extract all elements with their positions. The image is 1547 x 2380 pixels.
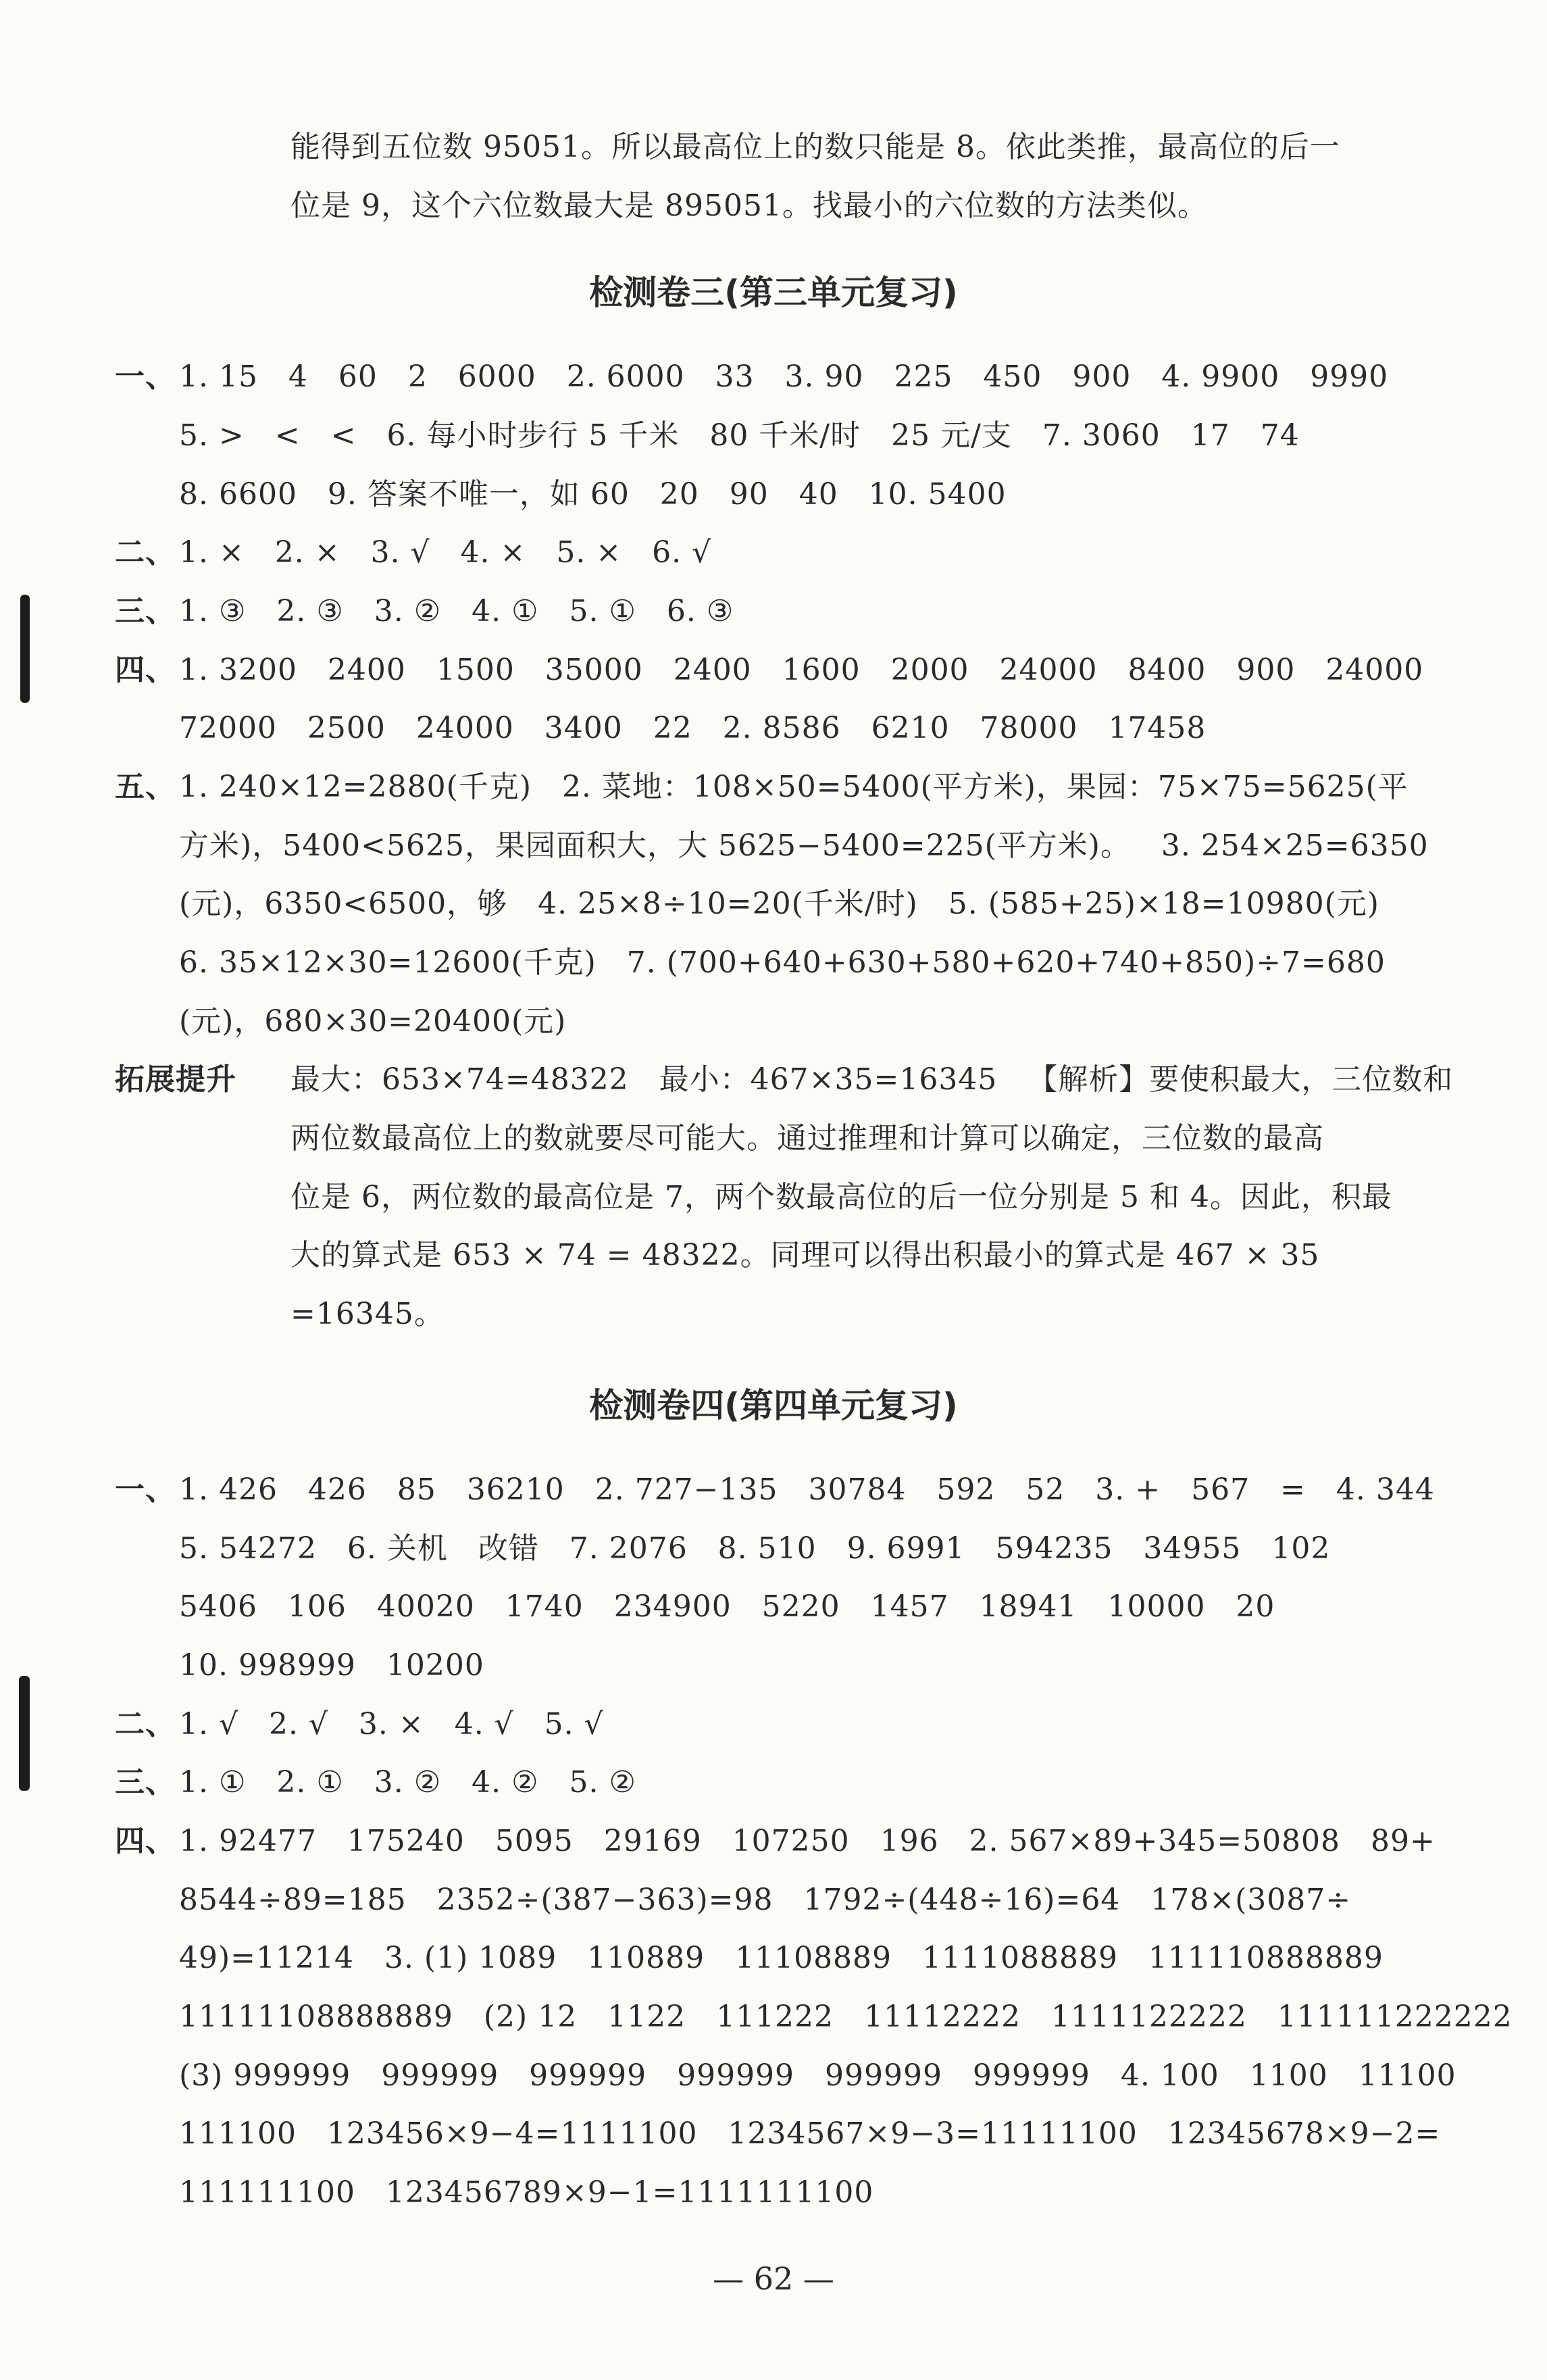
page-number: — 62 —	[713, 2260, 834, 2297]
answer-line: 1. 15 4 60 2 6000 2. 6000 33 3. 90 225 450 900 4. 9900 9990	[179, 360, 1389, 394]
intro-line: 位是 9，这个六位数最大是 895051。找最小的六位数的方法类似。	[290, 189, 1208, 223]
answer-line: 10. 998999 10200	[179, 1648, 484, 1683]
section-tag: 四、	[115, 653, 176, 687]
answer-line: (3) 999999 999999 999999 999999 999999 999999 4. 100 1100 11100	[179, 2058, 1456, 2093]
extension-line: 两位数最高位上的数就要尽可能大。通过推理和计算可以确定，三位数的最高	[290, 1121, 1324, 1156]
scan-mark	[20, 595, 30, 703]
section-tag: 二、	[115, 535, 176, 570]
answer-line: 8544÷89=185 2352÷(387−363)=98 1792÷(448÷16)=64 178×(3087÷	[179, 1883, 1352, 1917]
test4-title: 检测卷四(第四单元复习)	[589, 1386, 958, 1425]
answer-line: 5. > < < 6. 每小时步行 5 千米 80 千米/时 25 元/支 7. 3060 17 74	[179, 418, 1300, 453]
answer-line: (元)，6350<6500，够 4. 25×8÷10=20(千米/时) 5. (585+25)×18=10980(元)	[179, 887, 1379, 921]
answer-line: 1. ③ 2. ③ 3. ② 4. ① 5. ① 6. ③	[179, 594, 734, 628]
scan-mark	[19, 1676, 30, 1791]
section-tag: 五、	[115, 770, 176, 804]
answer-line: 111100 123456×9−4=1111100 1234567×9−3=11111100 12345678×9−2=	[179, 2116, 1441, 2151]
answer-line: 11111108888889 (2) 12 1122 111222 11112222 1111122222 111111222222	[179, 2000, 1513, 2034]
test3-title: 检测卷三(第三单元复习)	[589, 273, 958, 312]
section-tag: 四、	[115, 1824, 176, 1858]
section-tag: 三、	[115, 594, 176, 628]
extension-line: =16345。	[290, 1297, 445, 1331]
answer-line: 1. 3200 2400 1500 35000 2400 1600 2000 24000 8400 900 24000	[179, 653, 1424, 687]
answer-line: 方米)，5400<5625，果园面积大，大 5625−5400=225(平方米)。 3. 254×25=6350	[179, 828, 1429, 863]
answer-line: 49)=11214 3. (1) 1089 110889 11108889 1111088889 111110888889	[179, 1941, 1384, 1975]
answer-line: 1. 92477 175240 5095 29169 107250 196 2. 567×89+345=50808 89+	[179, 1824, 1436, 1858]
section-tag: 三、	[115, 1765, 176, 1800]
intro-line: 能得到五位数 95051。所以最高位上的数只能是 8。依此类推，最高位的后一	[290, 130, 1340, 164]
extension-line: 大的算式是 653 × 74 = 48322。同理可以得出积最小的算式是 467 × 35	[290, 1238, 1320, 1272]
answer-line: 111111100 123456789×9−1=1111111100	[179, 2175, 874, 2210]
extension-line: 最大：653×74=48322 最小：467×35=16345 【解析】要使积最大，三位数和	[290, 1062, 1454, 1097]
answer-line: 6. 35×12×30=12600(千克) 7. (700+640+630+580+620+740+850)÷7=680	[179, 945, 1386, 980]
extension-line: 位是 6，两位数的最高位是 7，两个数最高位的后一位分别是 5 和 4。因此，积最	[290, 1180, 1392, 1214]
section-tag: 一、	[115, 360, 176, 394]
section-tag: 二、	[115, 1707, 176, 1741]
answer-line: 72000 2500 24000 3400 22 2. 8586 6210 78000 17458	[179, 711, 1207, 745]
answer-line: 1. 426 426 85 36210 2. 727−135 30784 592 52 3. + 567 = 4. 344	[179, 1472, 1435, 1507]
answer-line: 1. √ 2. √ 3. × 4. √ 5. √	[179, 1707, 604, 1741]
answer-line: (元)，680×30=20400(元)	[179, 1004, 567, 1039]
answer-line: 5406 106 40020 1740 234900 5220 1457 18941 10000 20	[179, 1589, 1275, 1624]
answer-line: 5. 54272 6. 关机 改错 7. 2076 8. 510 9. 6991 594235 34955 102	[179, 1531, 1331, 1566]
section-tag: 一、	[115, 1472, 176, 1507]
answer-line: 1. ① 2. ① 3. ② 4. ② 5. ②	[179, 1765, 636, 1800]
answer-line: 1. 240×12=2880(千克) 2. 菜地：108×50=5400(平方米)，果园：75×75=5625(平	[179, 770, 1409, 804]
answer-line: 1. × 2. × 3. √ 4. × 5. × 6. √	[179, 535, 712, 570]
answer-line: 8. 6600 9. 答案不唯一，如 60 20 90 40 10. 5400	[179, 477, 1007, 512]
extension-tag: 拓展提升	[115, 1062, 236, 1097]
